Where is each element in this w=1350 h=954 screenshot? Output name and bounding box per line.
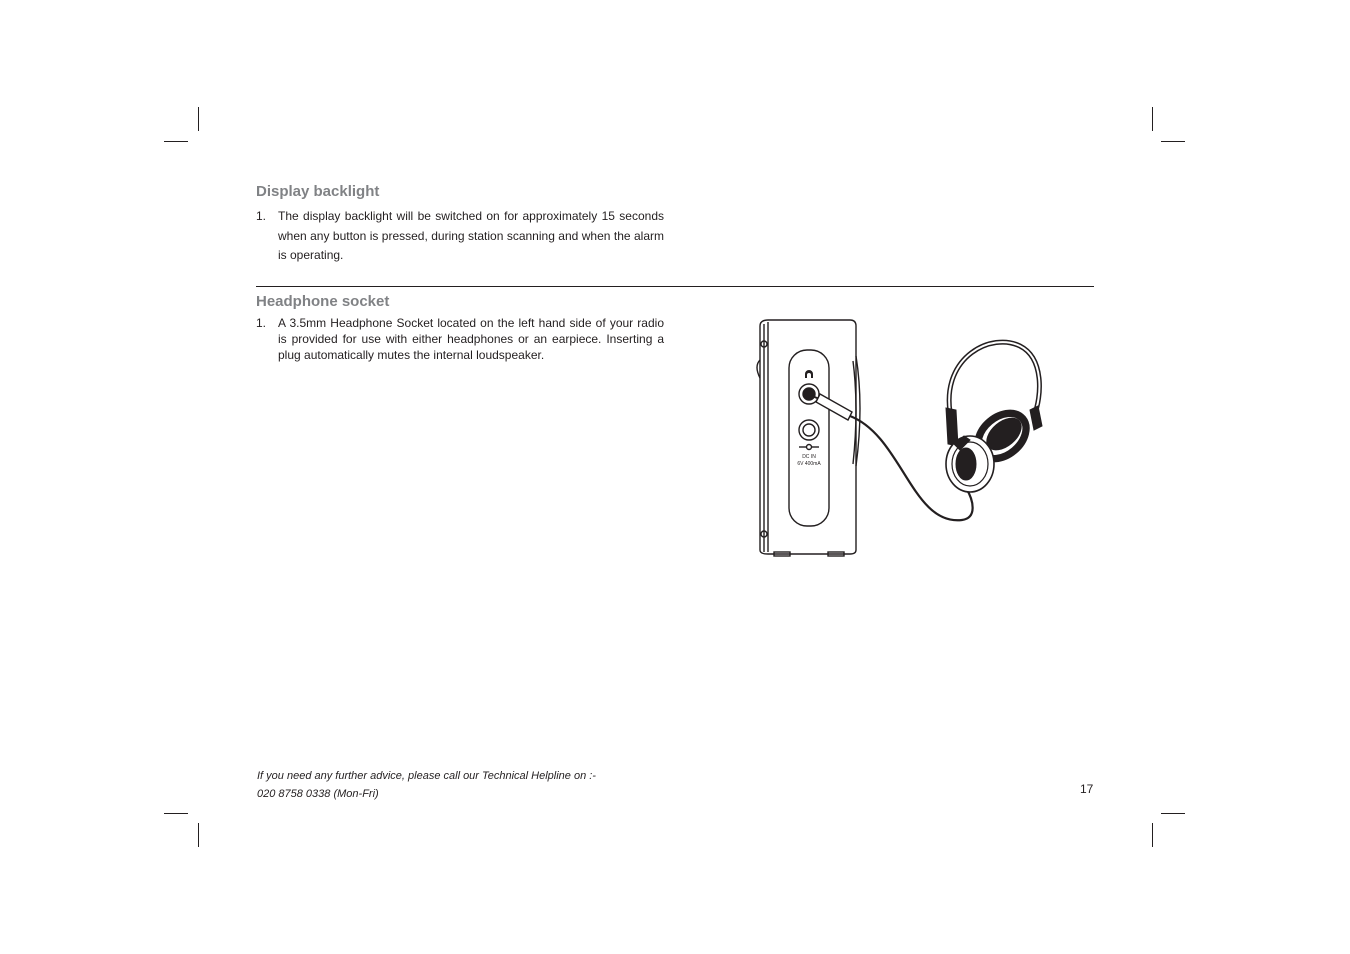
crop-mark xyxy=(1152,107,1153,131)
list-text: The display backlight will be switched on for approximately 15 seconds when any button is pressed, during station scanning and when the alarm is operating. xyxy=(278,209,664,262)
crop-mark xyxy=(198,823,199,847)
page-number: 17 xyxy=(1080,782,1094,796)
radio-headphones-illustration xyxy=(752,316,1044,558)
crop-mark xyxy=(1152,823,1153,847)
list-number: 1. xyxy=(256,209,267,223)
section-divider xyxy=(256,286,1094,287)
list-item xyxy=(256,315,664,363)
crop-mark xyxy=(198,107,199,131)
helpline-text: If you need any further advice, please call our Technical Helpline on :- xyxy=(257,770,596,782)
list-item xyxy=(256,207,664,266)
crop-mark xyxy=(164,813,188,814)
list-number: 1. xyxy=(256,316,267,330)
crop-mark xyxy=(1161,141,1185,142)
helpline-number: 020 8758 0338 (Mon-Fri) xyxy=(257,788,379,800)
list-text: A 3.5mm Headphone Socket located on the left hand side of your radio is provided for use with either headphones or an earpiece. Inserting a plug automatically mutes the internal loudspeaker. xyxy=(278,316,664,362)
crop-mark xyxy=(1161,813,1185,814)
dc-rating: 6V 400mA xyxy=(797,461,821,467)
section-heading-display-backlight: Display backlight xyxy=(256,183,380,200)
crop-mark xyxy=(164,141,188,142)
dc-label: DC IN xyxy=(802,454,816,460)
section-heading-headphone-socket: Headphone socket xyxy=(256,293,390,310)
